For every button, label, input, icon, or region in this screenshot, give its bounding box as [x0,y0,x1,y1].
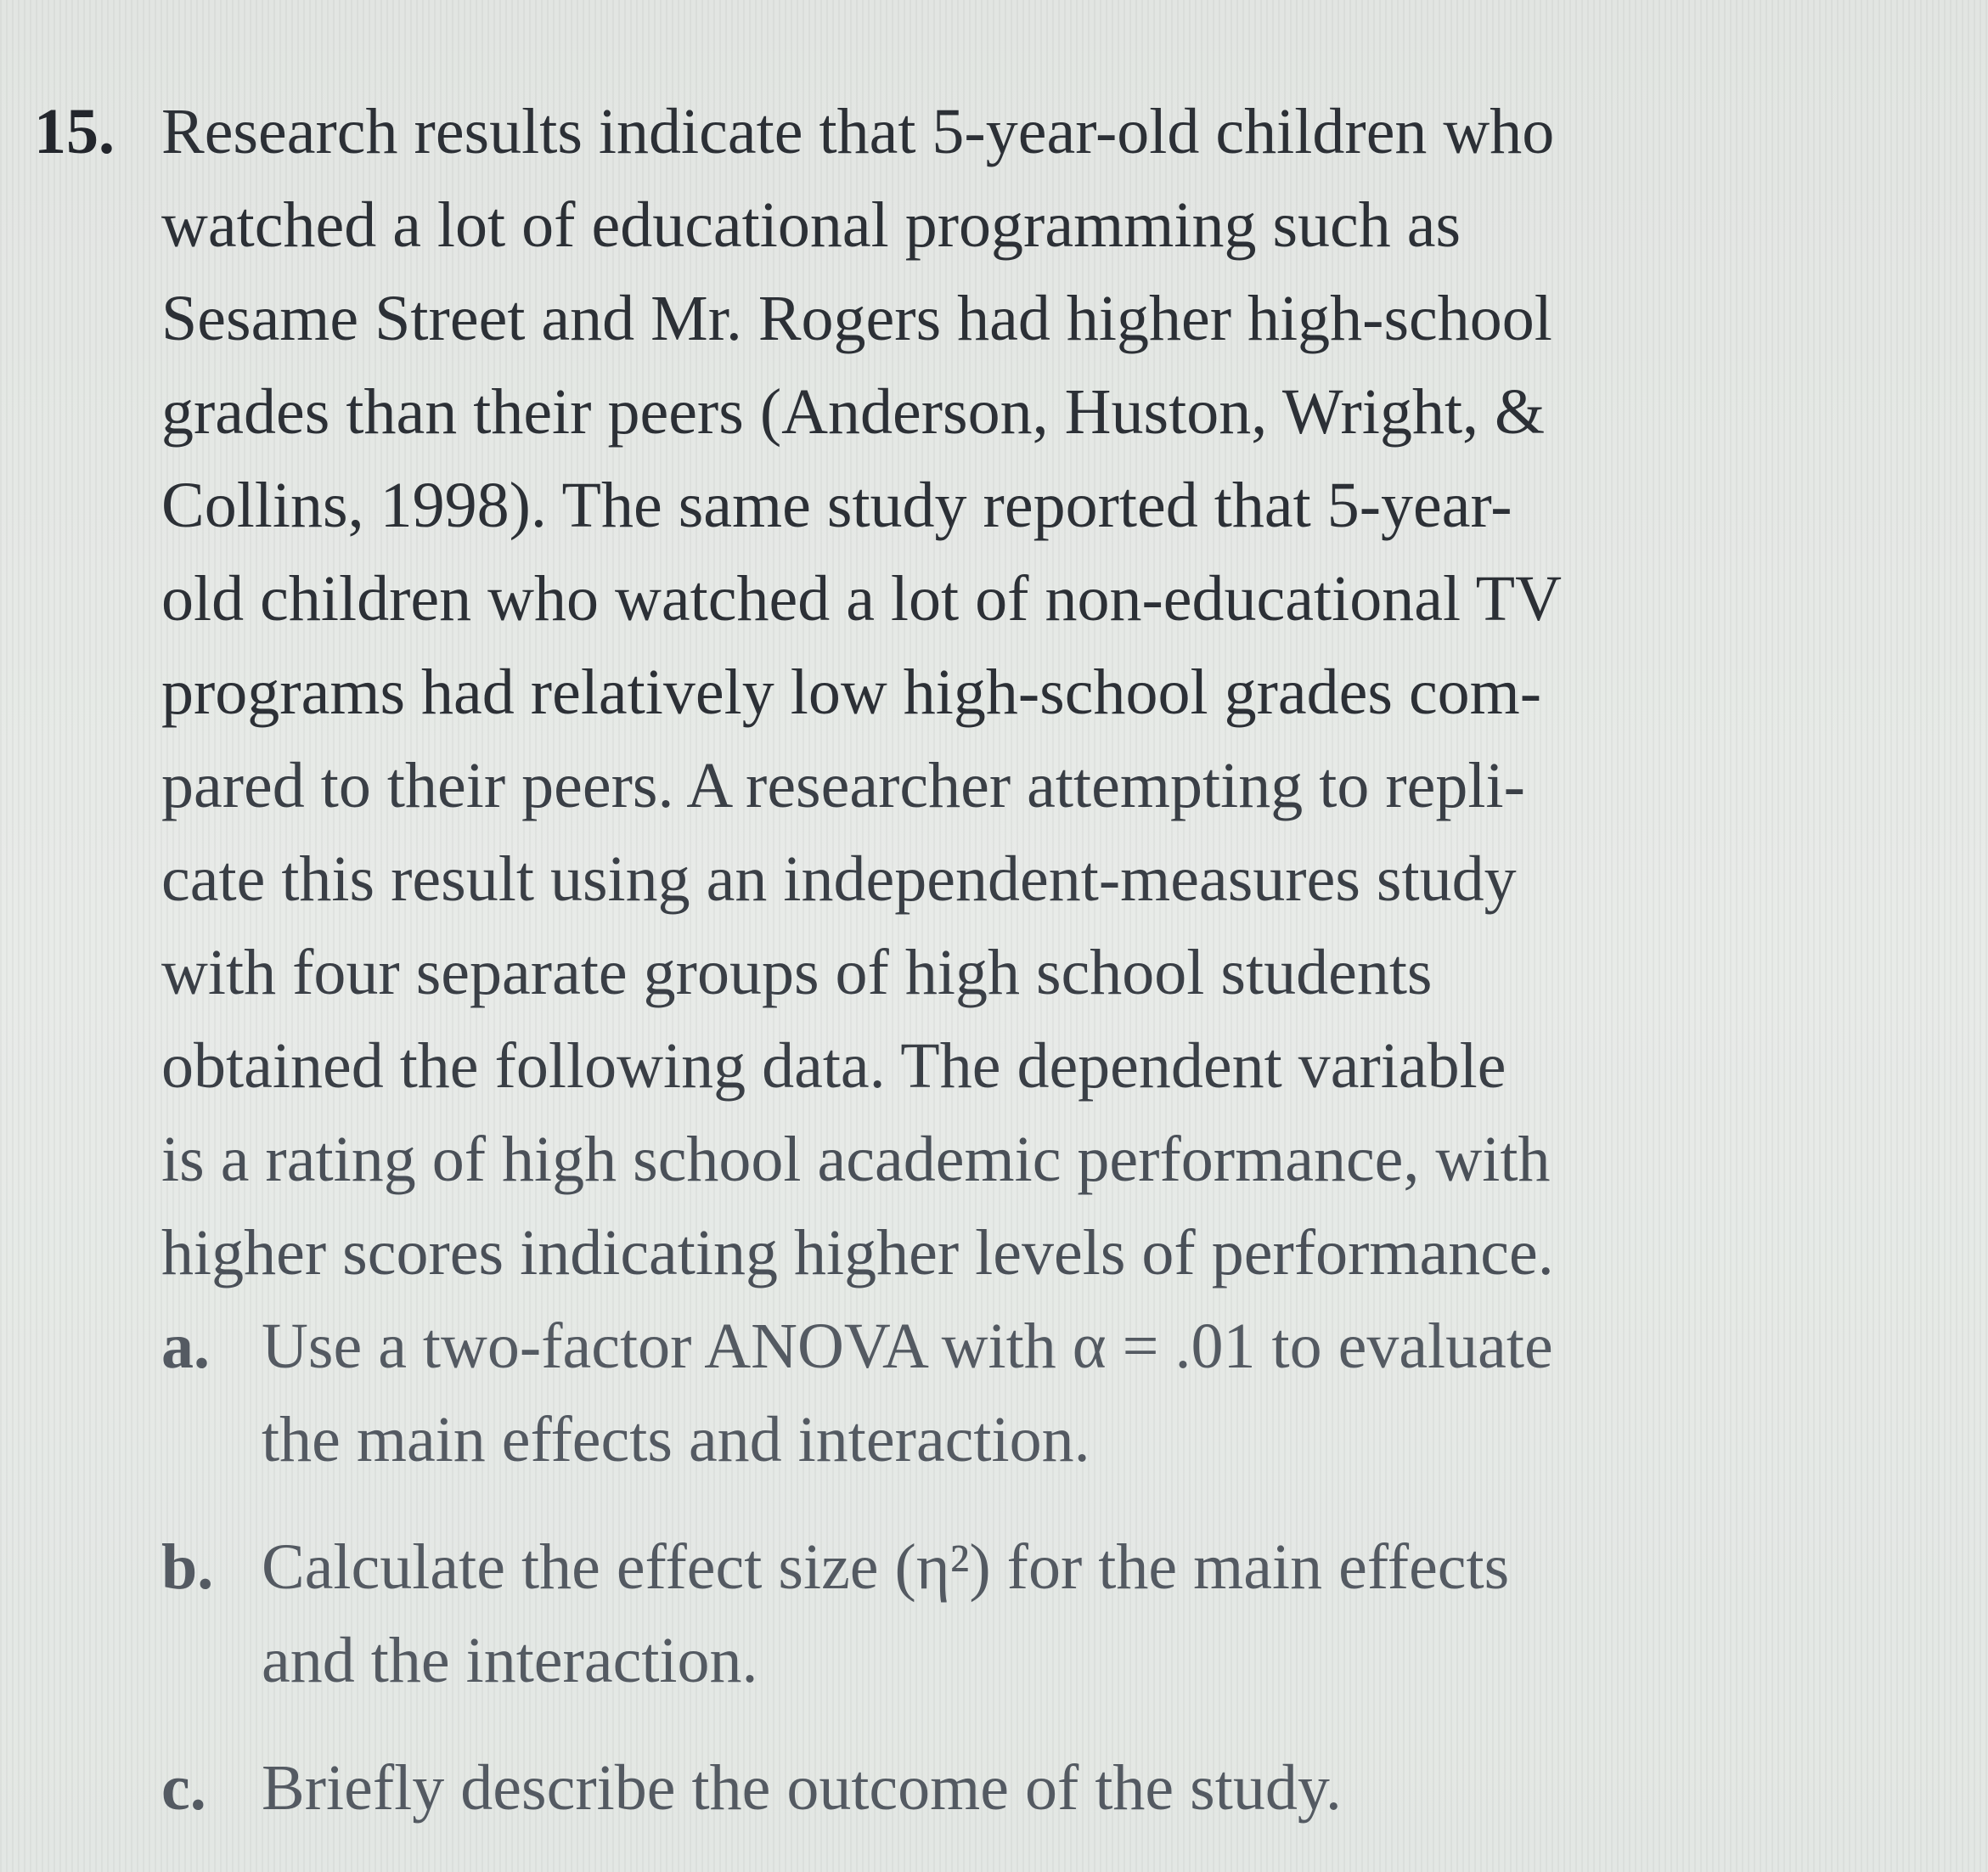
stem-line: Research results indicate that 5-year-old children who [161,96,1555,167]
stem-line: grades than their peers (Anderson, Huston, Wright, & [161,376,1546,448]
stem-line: higher scores indicating higher levels of performance. [161,1217,1554,1288]
stem-line: watched a lot of educational programming such as [161,189,1461,261]
problem-parts [161,1300,1953,1869]
part-line: Use a two-factor ANOVA with α = .01 to evaluate [262,1311,1553,1382]
part-a [161,1300,1953,1486]
stem-line: Sesame Street and Mr. Rogers had higher high-school [161,283,1552,354]
stem-line: old children who watched a lot of non-educational TV [161,563,1562,634]
stem-line: cate this result using an independent-measures study [161,843,1517,915]
problem-stem [161,85,1953,1300]
stem-line: programs had relatively low high-school grades com- [161,657,1542,728]
part-c [161,1741,1953,1835]
part-line: the main effects and interaction. [262,1404,1090,1475]
part-line: Briefly describe the outcome of the study. [262,1752,1342,1824]
stem-line: obtained the following data. The dependent variable [161,1030,1506,1102]
problem-number: 15. [34,96,115,167]
part-line: and the interaction. [262,1625,758,1696]
part-label: b. [161,1531,214,1603]
stem-line: is a rating of high school academic performance, with [161,1124,1551,1195]
part-label: c. [161,1752,206,1824]
stem-line: Collins, 1998). The same study reported that 5-year- [161,470,1512,541]
stem-line: with four separate groups of high school students [161,937,1433,1008]
part-b [161,1520,1953,1707]
part-line: Calculate the effect size (η²) for the main effects [262,1531,1510,1603]
stem-line: pared to their peers. A researcher attempting to repli- [161,750,1525,821]
part-label: a. [161,1311,210,1382]
